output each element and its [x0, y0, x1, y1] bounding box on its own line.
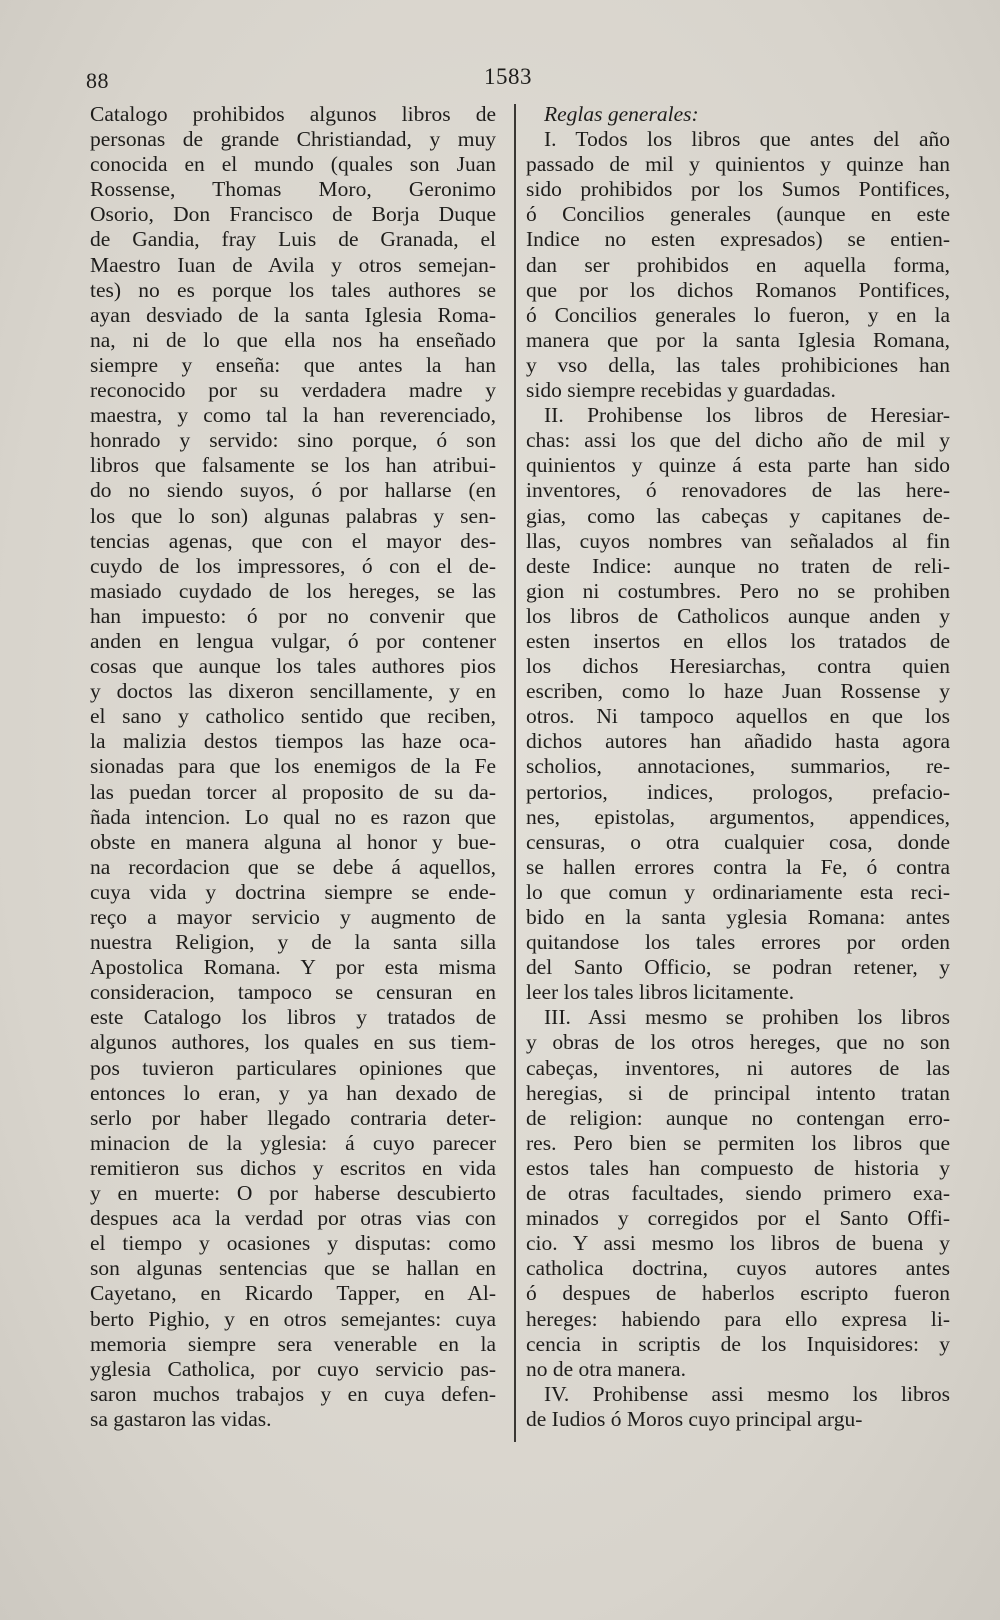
right-column-line: del Santo Officio, se podran retener, y	[526, 955, 950, 980]
left-column-line: remitieron sus dichos y escritos en vida	[90, 1155, 496, 1180]
right-column-line: nes, epistolas, argumentos, appendices,	[526, 804, 950, 829]
right-column-line: res. Pero bien se permiten los libros que	[526, 1130, 950, 1155]
left-column-line: cuydo de los impressores, ó con el de-	[90, 553, 496, 578]
right-column-line: scholios, annotaciones, summarios, re-	[526, 754, 950, 779]
right-column-line: lo que comun y ordinariamente esta reci-	[526, 879, 950, 904]
left-column-line: y doctos las dixeron sencillamente, y en	[90, 679, 496, 704]
left-column-line: los que lo son) algunas palabras y sen-	[90, 503, 496, 528]
left-column-line: este Catalogo los libros y tratados de	[90, 1005, 496, 1030]
right-column-line: de otras facultades, siendo primero exa-	[526, 1181, 950, 1206]
right-column-line: los libros de Catholicos aunque anden y	[526, 603, 950, 628]
left-column-line: tencias agenas, que con el mayor des-	[90, 528, 496, 553]
rules-heading: Reglas generales:	[544, 102, 699, 126]
right-column-line: que por los dichos Romanos Pontifices,	[526, 277, 950, 302]
left-column-line: y en muerte: O por haberse descubierto	[90, 1181, 496, 1206]
right-column-line: III. Assi mesmo se prohiben los libros	[544, 1005, 950, 1030]
right-column-line: sido siempre recebidas y guardadas.	[526, 378, 836, 403]
right-column-line: se hallen errores contra la Fe, ó contra	[526, 854, 950, 879]
left-text-column	[90, 102, 496, 1432]
left-column-line: entonces lo eran, y ya han dexado de	[90, 1080, 496, 1105]
right-column-line: gion ni costumbres. Pero no se prohiben	[526, 578, 950, 603]
left-column-line: reconocido por su verdadera madre y	[90, 378, 496, 403]
left-column-line: algunos authores, los quales en sus tiem-	[90, 1030, 496, 1055]
left-column-line: cuya vida y doctrina siempre se ende-	[90, 879, 496, 904]
right-column-line: esten insertos en ellos los tratados de	[526, 628, 950, 653]
left-column-line: Osorio, Don Francisco de Borja Duque	[90, 202, 496, 227]
right-column-line: llas, cuyos nombres van señalados al fin	[526, 528, 950, 553]
right-column-line: gias, como las cabeças y capitanes de-	[526, 503, 950, 528]
right-column-line: cabeças, inventores, ni autores de las	[526, 1055, 950, 1080]
right-column-line: estos tales han compuesto de historia y	[526, 1155, 950, 1180]
left-column-line: las puedan torcer al proposito de su da-	[90, 779, 496, 804]
right-column-line: y obras de los otros hereges, que no son	[526, 1030, 950, 1055]
right-column-line: quitandose los tales errores por orden	[526, 930, 950, 955]
right-column-line: escriben, como lo haze Juan Rossense y	[526, 679, 950, 704]
left-column-line: memoria siempre sera venerable en la	[90, 1331, 496, 1356]
left-column-line: honrado y servido: sino porque, ó son	[90, 428, 496, 453]
left-column-line: el tiempo y ocasiones y disputas: como	[90, 1231, 496, 1256]
left-column-line: Catalogo prohibidos algunos libros de	[90, 102, 496, 126]
right-column-line: minados y corregidos por el Santo Offi-	[526, 1206, 950, 1231]
left-column-line: Rossense, Thomas Moro, Geronimo	[90, 177, 496, 202]
right-column-line: passado de mil y quinientos y quinze han	[526, 152, 950, 177]
page-year-header: 1583	[484, 64, 532, 89]
right-column-line: II. Prohibense los libros de Heresiar-	[544, 403, 950, 428]
left-column-line: de Gandia, fray Luis de Granada, el	[90, 227, 496, 252]
right-column-line: ó Concilios generales (aunque en este	[526, 202, 950, 227]
left-column-line: tes) no es porque los tales authores se	[90, 277, 496, 302]
left-column-line: libros que falsamente se los han atribui-	[90, 453, 496, 478]
right-column-line: leer los tales libros licitamente.	[526, 980, 795, 1005]
right-column-line: IV. Prohibense assi mesmo los libros	[544, 1381, 950, 1406]
left-column-line: na recordacion que se debe á aquellos,	[90, 854, 496, 879]
right-column-line: otros. Ni tampoco aquellos en que los	[526, 704, 950, 729]
left-column-line: yglesia Catholica, por cuyo servicio pas-	[90, 1356, 496, 1381]
left-column-line: siempre y enseña: que antes la han	[90, 352, 496, 377]
left-column-line: serlo por haber llegado contraria deter-	[90, 1105, 496, 1130]
right-column-line: ó despues de haberlos escripto fueron	[526, 1281, 950, 1306]
left-column-line: el sano y catholico sentido que reciben,	[90, 704, 496, 729]
left-column-line: consideracion, tampoco se censuran en	[90, 980, 496, 1005]
left-column-line: obste en manera alguna al honor y bue-	[90, 829, 496, 854]
right-column-line: cio. Y assi mesmo los libros de buena y	[526, 1231, 950, 1256]
right-column-line: ó Concilios generales lo fueron, y en la	[526, 302, 950, 327]
right-column-line: hereges: habiendo para ello expresa li-	[526, 1306, 950, 1331]
left-column-line: do no siendo suyos, ó por hallarse (en	[90, 478, 496, 503]
left-column-line: ayan desviado de la santa Iglesia Roma-	[90, 302, 496, 327]
right-column-line: Indice no esten expresados) se entien-	[526, 227, 950, 252]
right-column-line: catholica doctrina, cuyos autores antes	[526, 1256, 950, 1281]
right-column-line: de Iudios ó Moros cuyo principal argu-	[526, 1406, 863, 1431]
left-column-line: son algunas sentencias que se hallan en	[90, 1256, 496, 1281]
left-column-line: minacion de la yglesia: á cuyo parecer	[90, 1130, 496, 1155]
right-column-line: no de otra manera.	[526, 1356, 686, 1381]
left-column-line: han impuesto: ó por no convenir que	[90, 603, 496, 628]
left-column-line: sionadas para que los enemigos de la Fe	[90, 754, 496, 779]
left-column-line: despues aca la verdad por otras vias con	[90, 1206, 496, 1231]
right-column-line: sido prohibidos por los Sumos Pontifices,	[526, 177, 950, 202]
left-column-line: Maestro Iuan de Avila y otros semejan-	[90, 252, 496, 277]
left-column-line: pos tuvieron particulares opiniones que	[90, 1055, 496, 1080]
right-column-line: quinientos y quinze á esta parte han sido	[526, 453, 950, 478]
left-column-line: nuestra Religion, y de la santa silla	[90, 930, 496, 955]
left-column-line: masiado cuydado de los hereges, se las	[90, 578, 496, 603]
left-column-line: sa gastaron las vidas.	[90, 1406, 272, 1431]
right-column-line: pertorios, indices, prologos, prefacio-	[526, 779, 950, 804]
right-column-line: los dichos Heresiarchas, contra quien	[526, 654, 950, 679]
right-column-line: deste Indice: aunque no traten de reli-	[526, 553, 950, 578]
left-column-line: la malizia destos tiempos las haze oca-	[90, 729, 496, 754]
right-column-line: chas: assi los que del dicho año de mil y	[526, 428, 950, 453]
page-number: 88	[86, 68, 109, 93]
left-column-line: anden en lengua vulgar, ó por contener	[90, 628, 496, 653]
left-column-line: saron muchos trabajos y en cuya defen-	[90, 1381, 496, 1406]
right-column-line: I. Todos los libros que antes del año	[544, 127, 950, 152]
left-column-line: na, ni de lo que ella nos ha enseñado	[90, 327, 496, 352]
left-column-line: berto Pighio, y en otros semejantes: cuya	[90, 1306, 496, 1331]
right-column-line: bido en la santa yglesia Romana: antes	[526, 905, 950, 929]
left-column-line: maestra, y como tal la han reverenciado,	[90, 403, 496, 428]
left-column-line: personas de grande Christiandad, y muy	[90, 127, 496, 152]
right-column-line: censuras, o otra cualquier cosa, donde	[526, 829, 950, 854]
right-column-line: heregias, si de principal intento tratan	[526, 1080, 950, 1105]
right-column-line: y vso della, las tales prohibiciones han	[526, 352, 950, 377]
left-column-line: reço a mayor servicio y augmento de	[90, 905, 496, 929]
left-column-line: conocida en el mundo (quales son Juan	[90, 152, 496, 177]
right-column-line: cencia in scriptis de los Inquisidores: y	[526, 1331, 950, 1356]
right-column-line: inventores, ó renovadores de las here-	[526, 478, 950, 503]
right-text-column	[526, 102, 950, 1432]
right-column-line: manera que por la santa Iglesia Romana,	[526, 327, 950, 352]
left-column-line: Cayetano, en Ricardo Tapper, en Al-	[90, 1281, 496, 1306]
left-column-line: ñada intencion. Lo qual no es razon que	[90, 804, 496, 829]
right-column-line: de religion: aunque no contengan erro-	[526, 1105, 950, 1130]
left-column-line: cosas que aunque los tales authores pios	[90, 654, 496, 679]
right-column-line: dan ser prohibidos en aquella forma,	[526, 252, 950, 277]
right-column-line: dichos autores han añadido hasta agora	[526, 729, 950, 754]
left-column-line: Apostolica Romana. Y por esta misma	[90, 955, 496, 980]
column-divider	[514, 104, 516, 1442]
